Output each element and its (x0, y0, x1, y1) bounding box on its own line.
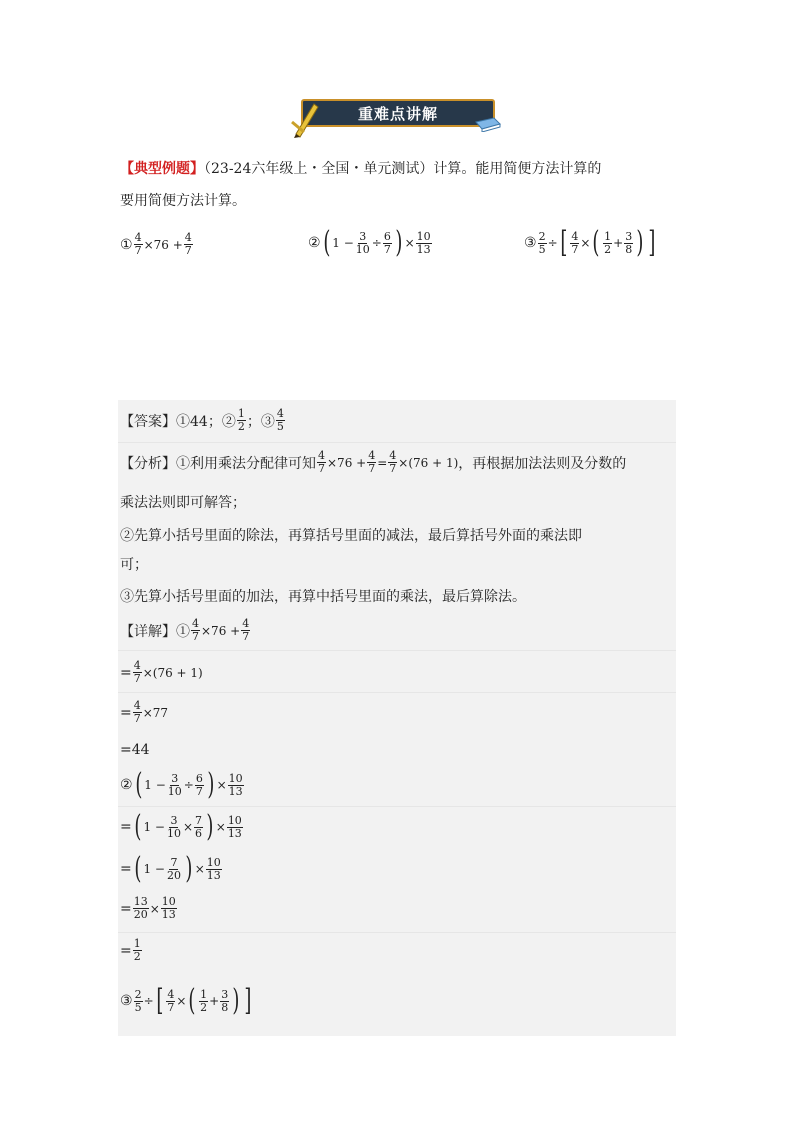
detail-step-5 (120, 767, 245, 802)
problem-2-label: ② (308, 235, 321, 251)
operator: ÷ (371, 236, 382, 250)
right-bracket: ] (244, 983, 252, 1018)
operator: ×76 + (201, 623, 241, 638)
problem-1 (120, 232, 194, 257)
step-label: ③ (120, 993, 133, 1009)
operator: × (149, 901, 160, 916)
equals: = (120, 861, 132, 877)
operand: 1 − (143, 862, 165, 876)
analysis-line-1 (120, 450, 626, 475)
operator: ÷ (143, 994, 154, 1008)
question-text-1: （23-24六年级上・全国・单元测试）计算。能用简便方法计算的 (204, 161, 602, 177)
operator: × (215, 820, 226, 834)
question-line-1 (120, 158, 601, 178)
right-paren: ) (636, 225, 644, 260)
divider (118, 932, 676, 933)
fraction: $\frac{4}{7}$ (318, 449, 325, 475)
fraction: $\frac{10}{13}$ (228, 771, 243, 798)
fraction: $\frac{1}{2}$ (200, 987, 208, 1014)
book-icon (474, 116, 502, 132)
operator: ×(76 + 1) (142, 665, 203, 680)
answer-line (120, 408, 286, 433)
fraction: $\frac{7}{6}$ (195, 813, 203, 840)
fraction: $\frac{3}{10}$ (166, 813, 181, 840)
detail-step-2 (120, 660, 203, 685)
left-paren: ( (134, 809, 142, 844)
fraction: $\frac{10}{13}$ (161, 895, 176, 921)
fraction: $\frac{10}{13}$ (206, 855, 221, 882)
problem-3-label: ③ (524, 235, 537, 251)
fraction: $\frac{4}{7}$ (133, 659, 141, 685)
detail-step-7 (120, 851, 223, 886)
operator: + (613, 236, 624, 250)
operator: ÷ (183, 778, 194, 792)
fraction: $\frac{1}{2}$ (237, 407, 245, 433)
fraction: $\frac{4}{7}$ (389, 449, 397, 475)
fraction: $\frac{3}{8}$ (221, 987, 229, 1014)
operand: 1 − (144, 778, 166, 792)
answer-label: 【答案】①44；② (120, 413, 236, 430)
banner-box (301, 99, 495, 127)
right-paren: ) (206, 809, 214, 844)
left-paren: ( (134, 851, 142, 886)
fraction: $\frac{4}{7}$ (571, 229, 579, 256)
question-tag: 【典型例题】 (120, 161, 204, 177)
fraction: $\frac{4}{7}$ (192, 617, 199, 643)
detail-step-6 (120, 809, 244, 844)
fraction: $\frac{4}{7}$ (167, 987, 175, 1014)
fraction: $\frac{6}{7}$ (195, 771, 203, 798)
fraction: $\frac{13}{20}$ (133, 895, 148, 921)
left-paren: ( (322, 225, 330, 260)
problem-1-label: ① (120, 236, 133, 253)
problem-2 (308, 225, 433, 260)
right-paren: ) (207, 767, 215, 802)
fraction: $\frac{10}{13}$ (227, 813, 242, 840)
fraction: $\frac{1}{2}$ (604, 229, 612, 256)
operator: × (404, 236, 415, 250)
fraction: $\frac{2}{5}$ (134, 987, 142, 1014)
fraction: $\frac{4}{7}$ (242, 617, 250, 643)
left-paren: ( (592, 225, 600, 260)
operator: + (209, 994, 220, 1008)
divider (118, 806, 676, 807)
fraction: $\frac{4}{5}$ (276, 407, 284, 433)
fraction: $\frac{7}{20}$ (166, 855, 181, 882)
left-bracket: [ (155, 983, 163, 1018)
question-line-2: 要用简便方法计算。 (120, 193, 246, 209)
fraction: $\frac{2}{5}$ (538, 229, 546, 256)
analysis-line-2: 乘法法则即可解答； (120, 495, 246, 511)
analysis-line-5: ③先算小括号里面的加法，再算中括号里面的乘法，最后算除法。 (120, 589, 526, 605)
operator: ×76 + (143, 237, 183, 252)
equals: = (120, 942, 132, 959)
answer-sep: ；③ (246, 413, 275, 430)
fraction: $\frac{10}{13}$ (416, 229, 431, 256)
operator: × (580, 236, 591, 250)
operator: ÷ (547, 236, 558, 250)
pencil-icon (290, 98, 320, 138)
equals: = (120, 664, 132, 681)
operator: ×76 + (327, 455, 367, 470)
operator: × (176, 994, 187, 1008)
operator: ×(76 + 1) (398, 455, 459, 470)
banner-title: 重难点讲解 (357, 104, 438, 123)
detail-step-9 (120, 938, 143, 963)
step-label: ② (120, 777, 133, 793)
operator: × (216, 778, 227, 792)
left-bracket: [ (559, 225, 567, 260)
divider (118, 692, 676, 693)
equals: = (120, 819, 132, 835)
right-paren: ) (395, 225, 403, 260)
fraction: $\frac{1}{2}$ (133, 937, 141, 963)
operator: × (182, 820, 194, 834)
detail-step-1 (120, 618, 251, 643)
left-paren: ( (188, 983, 196, 1018)
equals: = (120, 900, 132, 917)
fraction: $\frac{4}{7}$ (133, 699, 141, 725)
right-bracket: ] (648, 225, 656, 260)
right-paren: ) (232, 983, 240, 1018)
divider (118, 650, 676, 651)
operand: 1 − (332, 236, 354, 250)
fraction: $\frac{3}{10}$ (355, 229, 370, 256)
analysis-line-4: 可； (120, 557, 148, 573)
detail-step-4: =44 (120, 742, 150, 758)
analysis-text: ，再根据加法法则及分数的 (458, 455, 627, 472)
operator: × (194, 862, 205, 876)
detail-step-8 (120, 896, 178, 921)
detail-label: 【详解】① (120, 623, 190, 640)
fraction: $\frac{4}{7}$ (134, 231, 142, 257)
right-paren: ) (185, 851, 193, 886)
operator: ×77 (142, 705, 169, 720)
fraction: $\frac{3}{10}$ (167, 771, 182, 798)
operand: 1 − (143, 820, 165, 834)
equals: = (120, 704, 132, 721)
analysis-label: 【分析】①利用乘法分配律可知 (120, 455, 316, 472)
detail-step-3 (120, 700, 168, 725)
divider (118, 442, 676, 443)
left-paren: ( (134, 767, 142, 802)
analysis-line-3: ②先算小括号里面的除法，再算括号里面的减法，最后算括号外面的乘法即 (120, 528, 582, 544)
section-banner (298, 96, 496, 132)
problem-3 (524, 225, 658, 260)
fraction: $\frac{4}{7}$ (368, 449, 376, 475)
detail-step-10 (120, 983, 254, 1018)
fraction: $\frac{4}{7}$ (184, 231, 192, 257)
fraction: $\frac{6}{7}$ (383, 229, 391, 256)
fraction: $\frac{3}{8}$ (625, 229, 633, 256)
operator: = (377, 455, 388, 470)
